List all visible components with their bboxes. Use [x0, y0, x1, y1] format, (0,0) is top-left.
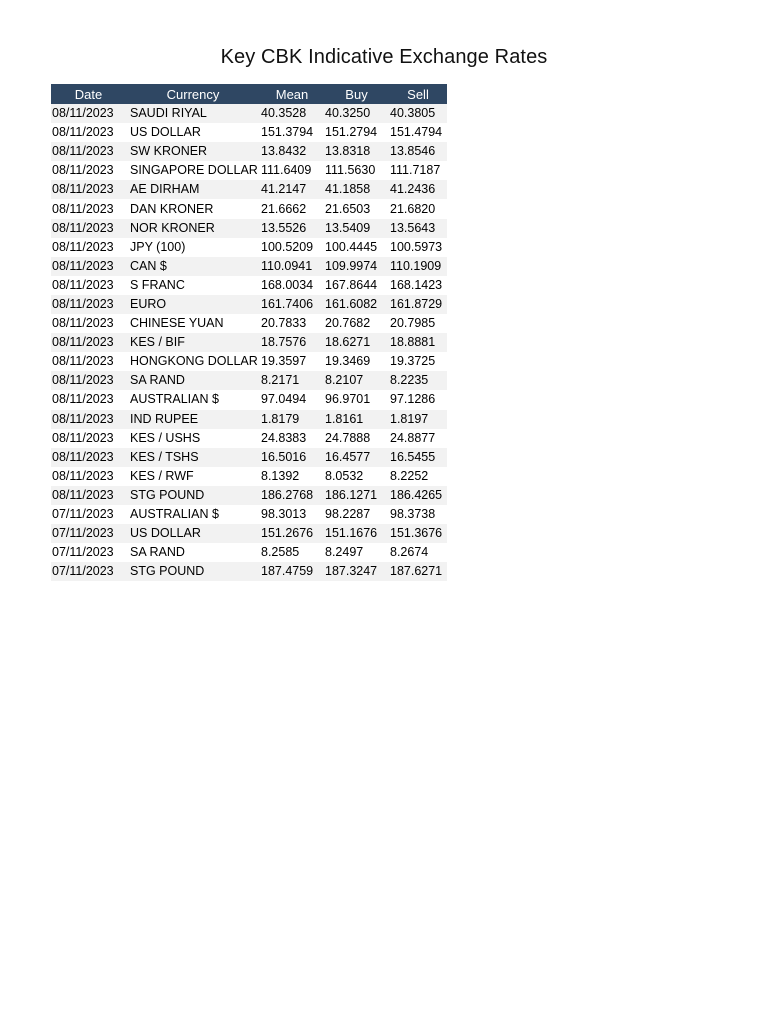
cell-buy: 186.1271 [324, 486, 389, 505]
cell-sell: 186.4265 [389, 486, 447, 505]
cell-sell: 41.2436 [389, 180, 447, 199]
cell-date: 08/11/2023 [52, 392, 114, 407]
table-row [51, 142, 447, 161]
table-row [51, 295, 447, 314]
cell-mean: 161.7406 [260, 295, 324, 314]
cell-currency: US DOLLAR [130, 125, 201, 140]
table-row [51, 180, 447, 199]
table-row [51, 524, 447, 543]
cell-currency: KES / USHS [130, 430, 201, 445]
cell-mean: 13.5526 [260, 219, 324, 238]
cell-buy: 40.3250 [324, 104, 389, 123]
cell-buy: 151.1676 [324, 524, 389, 543]
column-header-buy: Buy [324, 84, 389, 104]
cell-currency: SW KRONER [126, 142, 260, 161]
cell-currency: US DOLLAR [126, 524, 260, 543]
cell-buy: 187.3247 [324, 562, 389, 581]
cell-mean: 151.3794 [261, 125, 314, 140]
cell-sell: 40.3805 [389, 104, 447, 123]
cell-sell: 16.5455 [389, 448, 447, 467]
cell-date: 08/11/2023 [51, 142, 126, 161]
cell-currency: S FRANC [130, 277, 185, 292]
cell-buy: 41.1858 [324, 180, 389, 199]
cell-date: 08/11/2023 [52, 430, 114, 445]
cell-currency: SA RAND [130, 545, 185, 560]
cell-currency: KES / RWF [130, 468, 194, 483]
table-row [51, 219, 447, 238]
cell-mean: 187.4759 [260, 562, 324, 581]
cell-buy: 151.2794 [325, 125, 378, 140]
cell-mean: 19.3597 [261, 354, 307, 369]
table-body [51, 104, 447, 581]
cell-date: 08/11/2023 [52, 277, 114, 292]
cell-sell: 161.8729 [389, 295, 447, 314]
table-row [51, 562, 447, 581]
table-row [51, 352, 447, 371]
cell-currency: CAN $ [126, 257, 260, 276]
cell-mean: 40.3528 [260, 104, 324, 123]
cell-sell: 20.7985 [390, 316, 436, 331]
cell-sell: 13.8546 [389, 142, 447, 161]
column-header-mean: Mean [260, 84, 324, 104]
cell-mean: 13.8432 [260, 142, 324, 161]
column-header-date: Date [51, 84, 126, 104]
cell-sell: 8.2674 [390, 545, 429, 560]
table-row [51, 199, 447, 218]
table-row [51, 238, 447, 257]
cell-sell: 18.8881 [389, 333, 447, 352]
cell-date: 08/11/2023 [52, 125, 114, 140]
cell-buy: 13.5409 [324, 219, 389, 238]
cell-date: 08/11/2023 [51, 104, 126, 123]
cell-date: 08/11/2023 [51, 180, 126, 199]
table-row [51, 543, 447, 562]
table-row [51, 314, 447, 333]
cell-sell: 168.1423 [390, 277, 443, 292]
cell-sell: 110.1909 [389, 257, 447, 276]
cell-mean: 1.8179 [260, 410, 324, 429]
cell-currency: SAUDI RIYAL [126, 104, 260, 123]
cell-buy: 109.9974 [324, 257, 389, 276]
cell-buy: 24.7888 [325, 430, 371, 445]
cell-currency: SA RAND [126, 371, 260, 390]
cell-date: 07/11/2023 [52, 507, 114, 522]
cell-mean: 111.6409 [261, 163, 312, 178]
cell-currency: SINGAPORE DOLLAR [130, 163, 258, 178]
table-row [51, 410, 447, 429]
cell-buy: 8.2497 [325, 545, 364, 560]
cell-currency: AUSTRALIAN $ [130, 392, 219, 407]
table-row [51, 467, 447, 486]
cell-buy: 20.7682 [325, 316, 371, 331]
cell-mean: 110.0941 [260, 257, 324, 276]
cell-mean: 8.1392 [261, 468, 300, 483]
cell-date: 08/11/2023 [52, 354, 114, 369]
table-row [51, 276, 447, 295]
cell-buy: 19.3469 [325, 354, 371, 369]
exchange-rates-table [51, 84, 447, 581]
cell-mean: 98.3013 [261, 507, 307, 522]
cell-currency: KES / TSHS [126, 448, 260, 467]
cell-sell: 24.8877 [390, 430, 436, 445]
page-title: Key CBK Indicative Exchange Rates [220, 46, 548, 68]
cell-mean: 168.0034 [261, 277, 314, 292]
cell-mean: 16.5016 [260, 448, 324, 467]
cell-buy: 8.2107 [324, 371, 389, 390]
cell-date: 08/11/2023 [52, 316, 114, 331]
cell-buy: 13.8318 [324, 142, 389, 161]
cell-date: 07/11/2023 [51, 562, 126, 581]
cell-mean: 8.2585 [261, 545, 300, 560]
cell-buy: 167.8644 [325, 277, 378, 292]
cell-currency: CHINESE YUAN [130, 316, 224, 331]
cell-mean: 151.2676 [260, 524, 324, 543]
cell-mean: 8.2171 [260, 371, 324, 390]
table-row [51, 371, 447, 390]
cell-sell: 100.5973 [390, 239, 443, 254]
cell-currency: DAN KRONER [130, 201, 214, 216]
cell-sell: 97.1286 [390, 392, 436, 407]
cell-sell: 187.6271 [389, 562, 447, 581]
table-row [51, 257, 447, 276]
cell-date: 07/11/2023 [51, 524, 126, 543]
cell-mean: 21.6662 [261, 201, 307, 216]
table-row [51, 123, 447, 142]
table-header-row [51, 84, 447, 104]
cell-date: 08/11/2023 [51, 486, 126, 505]
table-row [51, 429, 447, 448]
cell-date: 08/11/2023 [51, 448, 126, 467]
cell-mean: 100.5209 [261, 239, 314, 254]
cell-sell: 98.3738 [390, 507, 436, 522]
cell-date: 08/11/2023 [51, 371, 126, 390]
cell-date: 08/11/2023 [52, 239, 114, 254]
table-row [51, 505, 447, 524]
column-header-sell: Sell [389, 84, 447, 104]
cell-sell: 111.7187 [390, 163, 441, 178]
cell-mean: 97.0494 [261, 392, 307, 407]
cell-sell: 19.3725 [390, 354, 436, 369]
cell-sell: 8.2235 [389, 371, 447, 390]
cell-buy: 1.8161 [324, 410, 389, 429]
cell-date: 07/11/2023 [52, 545, 114, 560]
table-row [51, 333, 447, 352]
cell-buy: 96.9701 [325, 392, 371, 407]
cell-sell: 13.5643 [389, 219, 447, 238]
cell-currency: JPY (100) [130, 239, 186, 254]
cell-date: 08/11/2023 [52, 201, 114, 216]
table-row [51, 448, 447, 467]
cell-mean: 20.7833 [261, 316, 307, 331]
cell-currency: EURO [126, 295, 260, 314]
cell-date: 08/11/2023 [51, 333, 126, 352]
table-row [51, 390, 447, 409]
cell-buy: 111.5630 [325, 163, 376, 178]
table-row [51, 104, 447, 123]
cell-date: 08/11/2023 [51, 410, 126, 429]
cell-date: 08/11/2023 [51, 257, 126, 276]
cell-mean: 186.2768 [260, 486, 324, 505]
cell-currency: IND RUPEE [126, 410, 260, 429]
cell-buy: 98.2287 [325, 507, 371, 522]
cell-buy: 18.6271 [324, 333, 389, 352]
cell-mean: 18.7576 [260, 333, 324, 352]
cell-currency: HONGKONG DOLLAR [130, 354, 258, 369]
table-row [51, 486, 447, 505]
cell-buy: 161.6082 [324, 295, 389, 314]
cell-mean: 41.2147 [260, 180, 324, 199]
cell-sell: 151.3676 [389, 524, 447, 543]
cell-sell: 1.8197 [389, 410, 447, 429]
cell-buy: 8.0532 [325, 468, 364, 483]
cell-date: 08/11/2023 [52, 468, 114, 483]
cell-buy: 100.4445 [325, 239, 378, 254]
cell-sell: 8.2252 [390, 468, 429, 483]
cell-currency: KES / BIF [126, 333, 260, 352]
cell-date: 08/11/2023 [52, 163, 114, 178]
cell-date: 08/11/2023 [51, 219, 126, 238]
cell-buy: 16.4577 [324, 448, 389, 467]
cell-mean: 24.8383 [261, 430, 307, 445]
cell-sell: 151.4794 [390, 125, 443, 140]
cell-buy: 21.6503 [325, 201, 371, 216]
cell-currency: NOR KRONER [126, 219, 260, 238]
cell-currency: STG POUND [126, 562, 260, 581]
cell-currency: AE DIRHAM [126, 180, 260, 199]
cell-sell: 21.6820 [390, 201, 436, 216]
table-row [51, 161, 447, 180]
cell-date: 08/11/2023 [51, 295, 126, 314]
cell-currency: STG POUND [126, 486, 260, 505]
cell-currency: AUSTRALIAN $ [130, 507, 219, 522]
column-header-currency: Currency [126, 84, 260, 104]
